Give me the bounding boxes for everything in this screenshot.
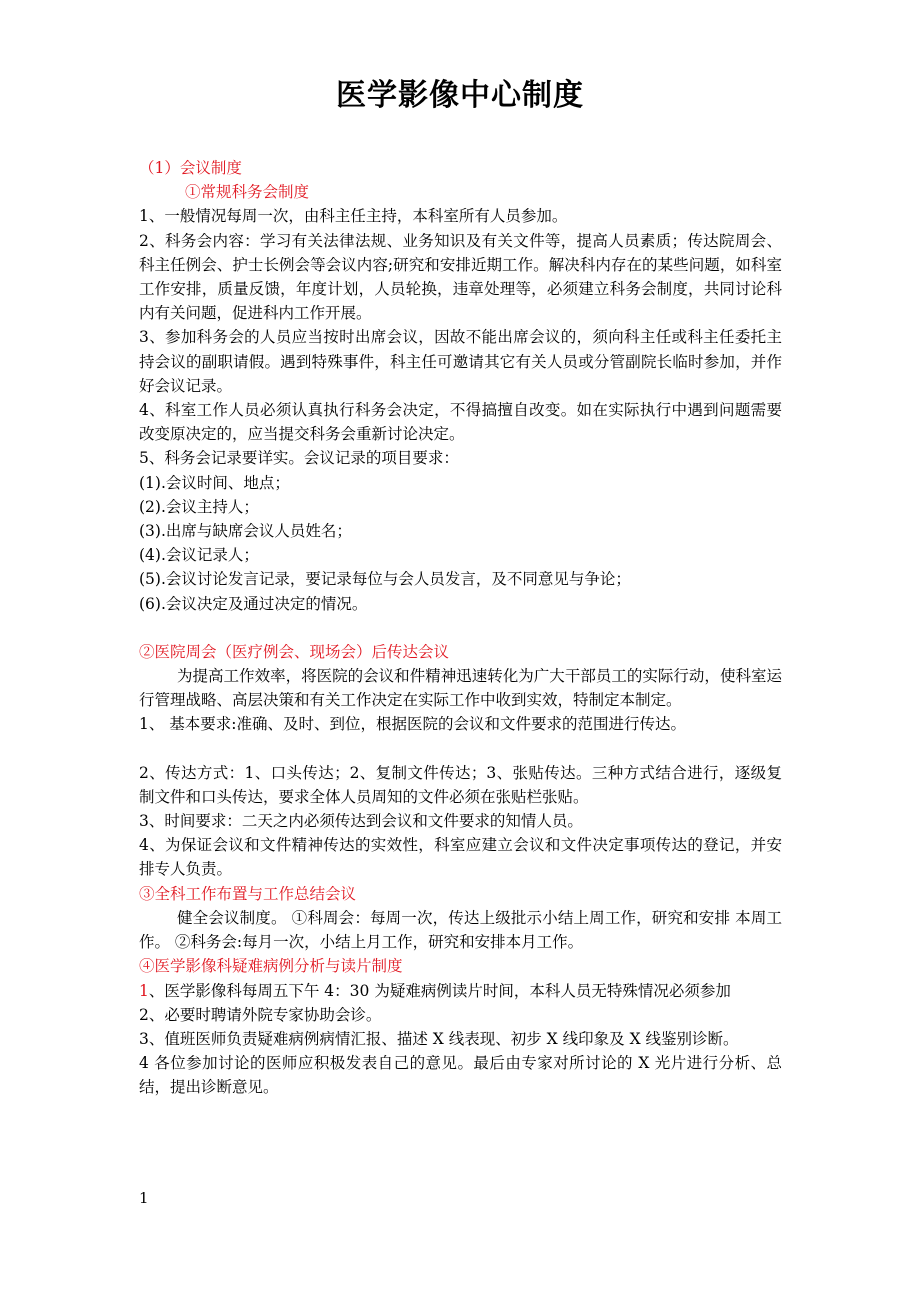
page-number: 1 (139, 1189, 149, 1207)
subheading-difficult-case-reading: ④医学影像科疑难病例分析与读片制度 (139, 957, 403, 976)
paragraph: 4、为保证会议和文件精神传达的实效性，科室应建立会议和文件决定事项传达的登记，并安排专人负责。 (139, 836, 782, 879)
list-item: (6).会议决定及通过决定的情况。 (139, 594, 368, 613)
blank-line (139, 616, 782, 640)
paragraph: 为提高工作效率，将医院的会议和件精神迅速转化为广大干部员工的实际行动，使科室运行管理战略、高层决策和有关工作决定在实际工作中收到实效，特制定本制定。 (139, 667, 782, 710)
list-item: (3).出席与缺席会议人员姓名； (139, 522, 352, 541)
subheading-hospital-weekly-meeting: ②医院周会（医疗例会、现场会）后传达会议 (139, 642, 450, 661)
blank-line (139, 737, 782, 761)
list-item: (4).会议记录人； (139, 546, 259, 565)
paragraph: 4、科室工作人员必须认真执行科务会决定，不得搞擅自改变。如在实际执行中遇到问题需要改变原决定的，应当提交科务会重新讨论决定。 (139, 401, 782, 444)
paragraph-text: 、医学影像科每周五下午 4：30 为疑难病例读片时间，本科人员无特殊情况必须参加 (148, 981, 731, 1000)
list-item: (1).会议时间、地点； (139, 473, 290, 492)
section-heading-meeting-system: （1）会议制度 (139, 159, 242, 177)
page-title: 医学影像中心制度 (336, 78, 584, 113)
document-body (139, 156, 782, 1100)
paragraph: 2、必要时聘请外院专家协助会诊。 (139, 1005, 382, 1024)
paragraph: 3、时间要求：二天之内必须传达到会议和文件要求的知情人员。 (139, 812, 583, 831)
paragraph: 3、值班医师负责疑难病例病情汇报、描述 X 线表现、初步 X 线印象及 X 线鉴别诊断。 (139, 1029, 739, 1048)
paragraph: 4 各位参加讨论的医师应积极发表自己的意见。最后由专家对所讨论的 X 光片进行分析、总结，提出诊断意见。 (139, 1054, 782, 1097)
paragraph: 1、 基本要求:准确、及时、到位，根据医院的会议和文件要求的范围进行传达。 (139, 715, 687, 734)
item-number: 1 (139, 981, 149, 1000)
paragraph: 5、科务会记录要详实。会议记录的项目要求： (139, 449, 459, 468)
paragraph (139, 979, 782, 1003)
subheading-routine-dept-meeting: ①常规科务会制度 (185, 183, 310, 202)
list-item: (5).会议讨论发言记录，要记录每位与会人员发言，及不同意见与争论； (139, 570, 631, 589)
paragraph: 2、传达方式：1、口头传达；2、复制文件传达；3、张贴传达。三种方式结合进行，逐级复制文件和口头传达，要求全体人员周知的文件必须在张贴栏张贴。 (139, 763, 782, 806)
paragraph: 2、科务会内容：学习有关法律法规、业务知识及有关文件等，提高人员素质；传达院周会、科主任例会、护士长例会等会议内容;研究和安排近期工作。解决科内存在的某些问题，如科室工作安排，质量反馈，年度计划，人员轮换，违章处理等，必须建立科务会制度，共同讨论科内有关问题，促进科内工作开展。 (139, 231, 782, 323)
list-item: (2).会议主持人； (139, 497, 259, 516)
subheading-work-arrangement-meeting: ③全科工作布置与工作总结会议 (139, 884, 357, 903)
paragraph: 1、一般情况每周一次，由科主任主持，本科室所有人员参加。 (139, 207, 568, 226)
paragraph: 3、参加科务会的人员应当按时出席会议，因故不能出席会议的，须向科主任或科主任委托主持会议的副职请假。遇到特殊事件，科主任可邀请其它有关人员或分管副院长临时参加，并作好会议记录。 (139, 328, 782, 395)
paragraph: 健全会议制度。 ①科周会：每周一次，传达上级批示小结上周工作，研究和安排 本周工作。 ②科务会:每月一次，小结上月工作，研究和安排本月工作。 (139, 908, 782, 952)
